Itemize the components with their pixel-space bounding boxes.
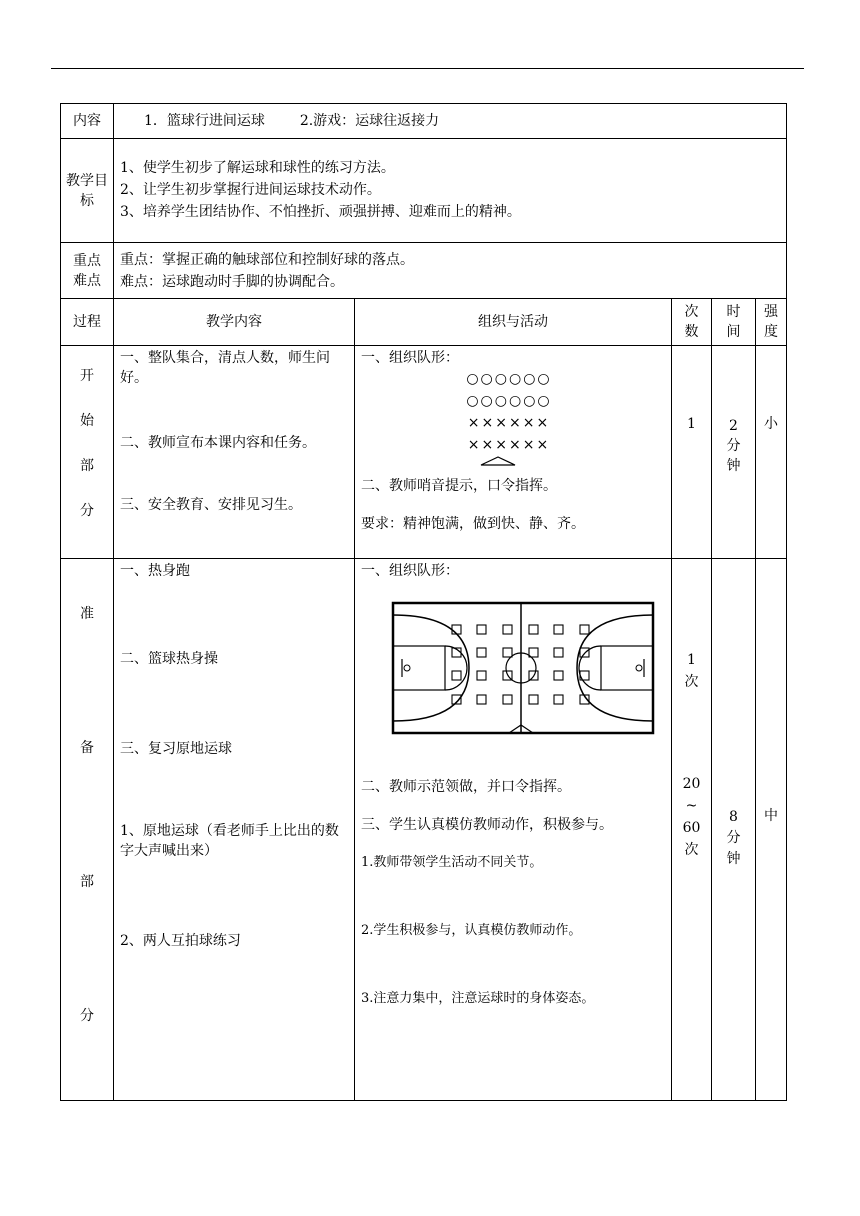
start-content-item: 二、教师宣布本课内容和任务。 — [120, 435, 316, 451]
time-unit: 钟 — [726, 458, 741, 474]
count-value: 1 — [687, 652, 696, 668]
time-value: 2 — [729, 418, 738, 434]
goal-item: 1、使学生初步了解运球和球性的练习方法。 — [120, 160, 395, 176]
prep-content-item: 2、两人互拍球练习 — [120, 933, 241, 949]
content-row — [61, 104, 787, 139]
col-intensity-1: 强 — [764, 304, 778, 320]
count-value: 60 — [682, 820, 701, 836]
col-intensity-2: 度 — [764, 324, 778, 340]
prep-organization — [355, 559, 672, 1101]
org-step: 三、学生认真模仿教师动作，积极参与。 — [361, 817, 613, 833]
start-part-label — [61, 346, 114, 559]
label-char: 备 — [80, 740, 94, 756]
org-step: 2.学生积极参与，认真模仿教师动作。 — [361, 923, 582, 938]
col-time — [712, 299, 756, 346]
time-unit: 钟 — [726, 851, 741, 867]
goals-row — [61, 139, 787, 243]
lesson-plan-table — [60, 103, 787, 1101]
org-title: 一、组织队形： — [361, 563, 459, 579]
time-unit: 分 — [726, 438, 741, 454]
goals-label: 教学目标 — [61, 139, 114, 243]
start-part-row — [61, 346, 787, 559]
count-value: 20 — [682, 776, 701, 792]
prep-content-item: 二、篮球热身操 — [120, 651, 218, 667]
label-char: 部 — [80, 458, 94, 474]
label-char: 部 — [80, 874, 94, 890]
content-topics — [114, 104, 787, 139]
formation-diagram — [353, 368, 665, 466]
label-char: 始 — [80, 413, 94, 429]
org-step: 二、教师示范领做，并口令指挥。 — [361, 779, 571, 795]
formation-row-students: ○○○○○○ — [466, 371, 552, 387]
difficulty-label: 难点 — [73, 272, 101, 289]
label-char: 开 — [80, 368, 94, 384]
start-content-item: 三、安全教育、安排见习生。 — [120, 497, 302, 513]
formation-row-students: ○○○○○○ — [466, 393, 552, 409]
start-organization — [355, 346, 672, 559]
key-points-text — [114, 243, 787, 299]
start-content-item: 一、整队集合，清点人数，师生问好。 — [120, 350, 330, 386]
basketball-court-diagram — [391, 601, 655, 737]
col-time-2: 间 — [726, 324, 741, 340]
prep-intensity: 中 — [756, 559, 787, 1101]
prep-content-item: 一、热身跑 — [120, 563, 190, 579]
key-points-label — [61, 243, 114, 299]
prep-part-row — [61, 559, 787, 1101]
col-process: 过程 — [61, 299, 114, 346]
count-unit: 次 — [684, 674, 699, 690]
goal-item: 3、培养学生团结协作、不怕挫折、顽强拼搏、迎难而上的精神。 — [120, 204, 521, 220]
topic-1: 1．篮球行进间运球 — [144, 113, 265, 129]
prep-content-item: 三、复习原地运球 — [120, 741, 232, 757]
time-unit: 分 — [726, 830, 741, 846]
org-step: 二、教师哨音提示，口令指挥。 — [361, 478, 557, 494]
col-time-1: 时 — [726, 304, 741, 320]
org-title: 一、组织队形： — [361, 350, 459, 366]
org-step: 3.注意力集中，注意运球时的身体姿态。 — [361, 991, 595, 1006]
label-char: 准 — [80, 606, 94, 622]
key-points-row — [61, 243, 787, 299]
count-unit: 次 — [684, 842, 699, 858]
content-label: 内容 — [61, 104, 114, 139]
start-time — [712, 346, 756, 559]
col-organization: 组织与活动 — [355, 299, 672, 346]
label-char: 分 — [80, 1008, 94, 1024]
goals-list — [114, 139, 787, 243]
teacher-triangle-icon — [478, 456, 518, 466]
prep-content — [114, 559, 355, 1101]
topic-2: 2.游戏：运球往返接力 — [299, 113, 440, 129]
org-step: 1.教师带领学生活动不同关节。 — [361, 855, 543, 870]
col-count-2: 数 — [684, 324, 699, 340]
col-intensity — [756, 299, 787, 346]
key-label: 重点 — [73, 252, 101, 269]
col-count-1: 次 — [684, 304, 699, 320]
prep-part-label — [61, 559, 114, 1101]
header-rule — [51, 68, 804, 69]
prep-count — [672, 559, 712, 1101]
count-range: ~ — [685, 798, 698, 814]
time-value: 8 — [729, 809, 738, 825]
difficulty-line: 难点：运球跑动时手脚的协调配合。 — [120, 273, 344, 290]
org-requirement: 要求：精神饱满，做到快、静、齐。 — [361, 516, 585, 532]
goal-item: 2、让学生初步掌握行进间运球技术动作。 — [120, 182, 381, 198]
start-content — [114, 346, 355, 559]
column-header-row — [61, 299, 787, 346]
start-intensity: 小 — [756, 346, 787, 559]
prep-time — [712, 559, 756, 1101]
formation-row-students: ×××××× — [467, 415, 551, 431]
key-point-line: 重点：掌握正确的触球部位和控制好球的落点。 — [120, 251, 414, 268]
prep-content-item: 1、原地运球（看老师手上比出的数字大声喊出来） — [120, 823, 339, 859]
label-char: 分 — [80, 503, 94, 519]
col-content: 教学内容 — [114, 299, 355, 346]
start-count: 1 — [672, 346, 712, 559]
formation-row-students: ×××××× — [467, 437, 551, 453]
col-count — [672, 299, 712, 346]
